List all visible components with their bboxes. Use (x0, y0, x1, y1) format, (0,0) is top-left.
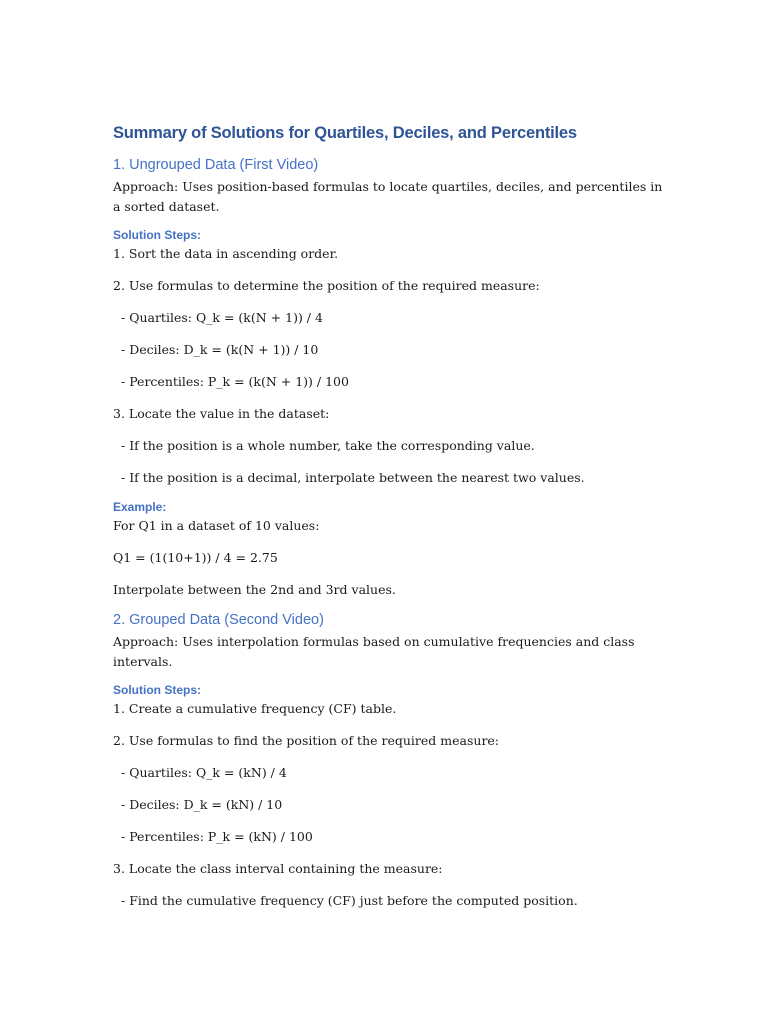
step-line: - If the position is a whole number, take the corresponding value. (121, 438, 535, 453)
step-line: 3. Locate the class interval containing the measure: (113, 861, 443, 876)
step-line: - Quartiles: Q_k = (k(N + 1)) / 4 (121, 310, 323, 325)
solution-steps-heading: Solution Steps: (113, 683, 201, 697)
step-line: 2. Use formulas to find the position of the required measure: (113, 733, 500, 748)
solution-steps-heading: Solution Steps: (113, 228, 201, 242)
example-line: For Q1 in a dataset of 10 values: (113, 518, 320, 533)
step-line: 3. Locate the value in the dataset: (113, 406, 330, 421)
section-approach: Approach: Uses interpolation formulas based on cumulative frequencies and class intervals. (113, 634, 635, 669)
section-heading-ungrouped: 1. Ungrouped Data (First Video) (113, 157, 319, 173)
section-heading-grouped: 2. Grouped Data (Second Video) (113, 612, 324, 628)
step-line: - If the position is a decimal, interpolate between the nearest two values. (121, 470, 585, 485)
step-line: - Percentiles: P_k = (kN) / 100 (121, 829, 313, 844)
step-line: - Deciles: D_k = (kN) / 10 (121, 797, 283, 812)
step-line: - Deciles: D_k = (k(N + 1)) / 10 (121, 342, 319, 357)
document-page (113, 124, 673, 923)
step-line: - Percentiles: P_k = (k(N + 1)) / 100 (121, 374, 349, 389)
step-line: 2. Use formulas to determine the position of the required measure: (113, 278, 540, 293)
document-title: Summary of Solutions for Quartiles, Deciles, and Percentiles (113, 124, 577, 142)
step-line: 1. Create a cumulative frequency (CF) table. (113, 701, 397, 716)
step-line: 1. Sort the data in ascending order. (113, 246, 339, 261)
section-approach: Approach: Uses position-based formulas to locate quartiles, deciles, and percentiles in a sorted dataset. (113, 179, 663, 214)
step-line: - Quartiles: Q_k = (kN) / 4 (121, 765, 287, 780)
example-line: Q1 = (1(10+1)) / 4 = 2.75 (113, 550, 278, 565)
step-line: - Find the cumulative frequency (CF) just before the computed position. (121, 893, 578, 908)
example-line: Interpolate between the 2nd and 3rd values. (113, 582, 396, 597)
example-heading: Example: (113, 500, 167, 514)
